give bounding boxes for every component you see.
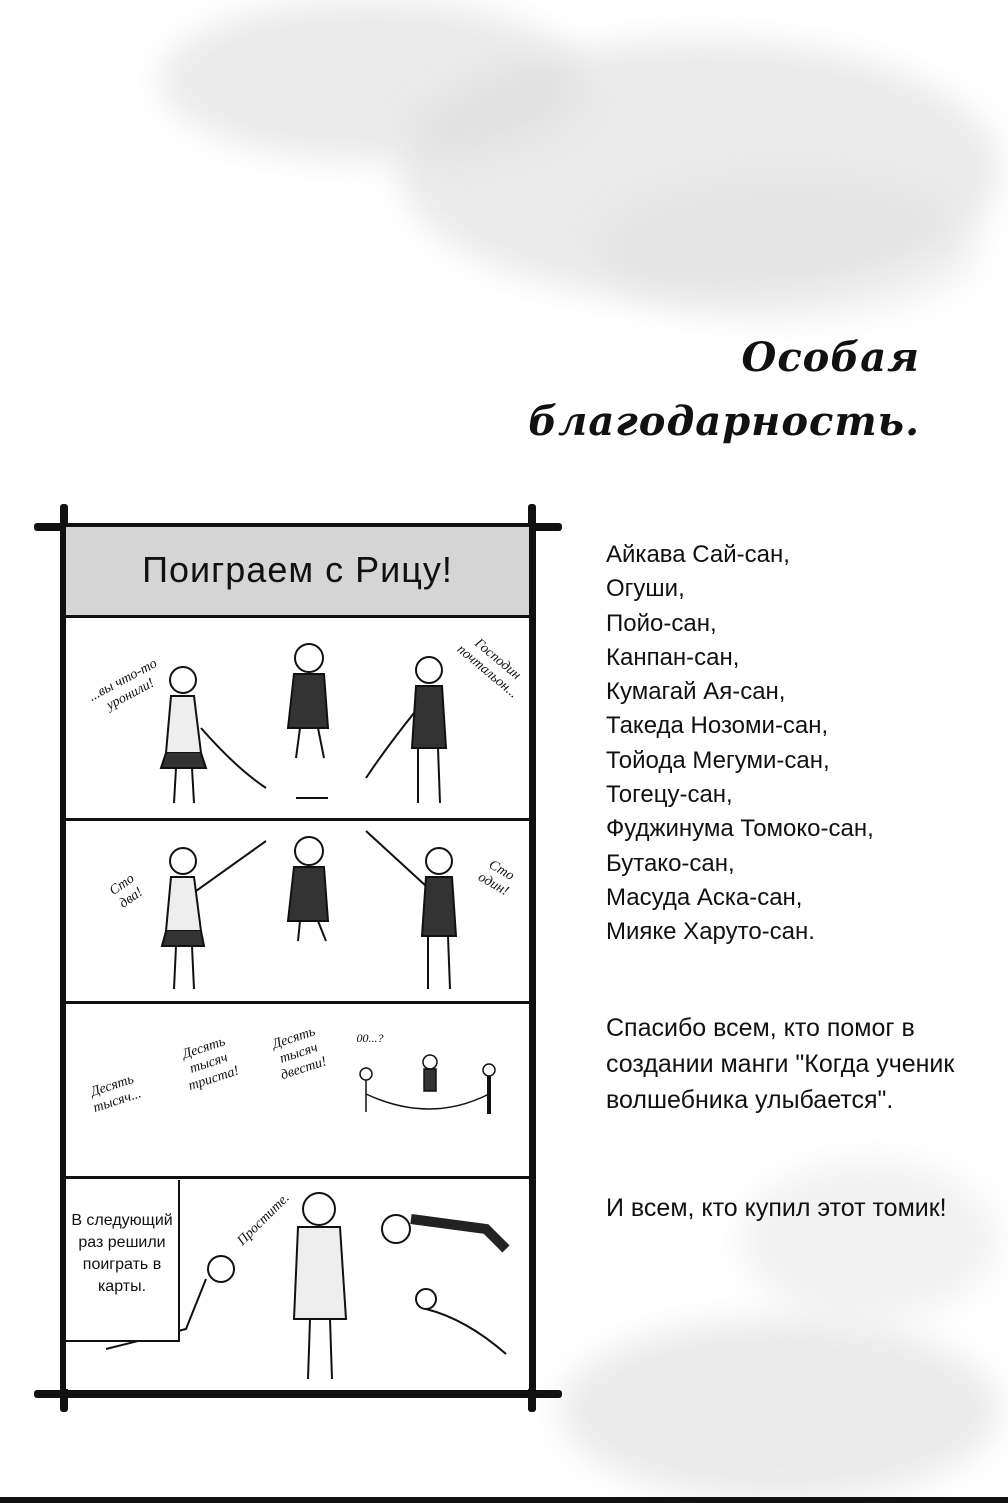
name-item: Пойо-сан, <box>606 609 717 637</box>
speech-bubble: Сто два! <box>106 871 146 912</box>
name-item: Бутако-сан, <box>606 849 735 877</box>
speech-bubble: Десять тысяч триста! <box>180 1034 241 1094</box>
frame-post-right <box>528 504 536 1412</box>
name-item: Мияке Харуто-сан. <box>606 918 815 946</box>
frame-bar-bottom <box>34 1390 562 1398</box>
thanks-name-list <box>606 538 874 950</box>
strip-title: Поиграем с Рицу! <box>142 549 453 590</box>
speech-bubble: Сто один! <box>475 857 517 900</box>
speech-bubble: ...вы что-то уронили! <box>86 656 160 714</box>
thanks-message: Спасибо всем, кто помог в создании манги "Когда ученик волшебника улыбается". <box>606 1014 955 1114</box>
name-item: Канпан-сан, <box>606 643 740 671</box>
caption-text: В следующий раз решили поиграть в карты. <box>71 1212 173 1295</box>
speech-bubble: Простите. <box>234 1190 293 1249</box>
speech-bubble: 00...? <box>356 1031 384 1045</box>
page-bottom-border <box>0 1497 1008 1503</box>
thanks-buyers: И всем, кто купил этот томик! <box>606 1194 947 1222</box>
comic-panel-2 <box>66 821 529 1004</box>
caption-box <box>66 1180 180 1342</box>
speech-bubble: Десять тысяч двести! <box>270 1024 329 1084</box>
name-item: Кумагай Ая-сан, <box>606 678 786 706</box>
strip-title-box <box>66 527 529 618</box>
panel-2-art <box>66 821 529 1001</box>
speech-bubble: Господин почтальон... <box>453 635 524 702</box>
speech-bubble: Десять тысяч... <box>89 1071 144 1116</box>
page-title <box>528 326 920 454</box>
name-item: Огуши, <box>606 575 685 603</box>
name-item: Тогецу-сан, <box>606 781 733 809</box>
title-line-1: Особая <box>741 334 920 381</box>
name-item: Фуджинума Томоко-сан, <box>606 815 874 843</box>
name-item: Айкава Сай-сан, <box>606 541 790 568</box>
title-line-2: благодарность. <box>528 398 920 445</box>
name-item: Тойода Мегуми-сан, <box>606 746 830 774</box>
name-item: Масуда Аска-сан, <box>606 883 803 911</box>
name-item: Такеда Нозоми-сан, <box>606 712 829 740</box>
